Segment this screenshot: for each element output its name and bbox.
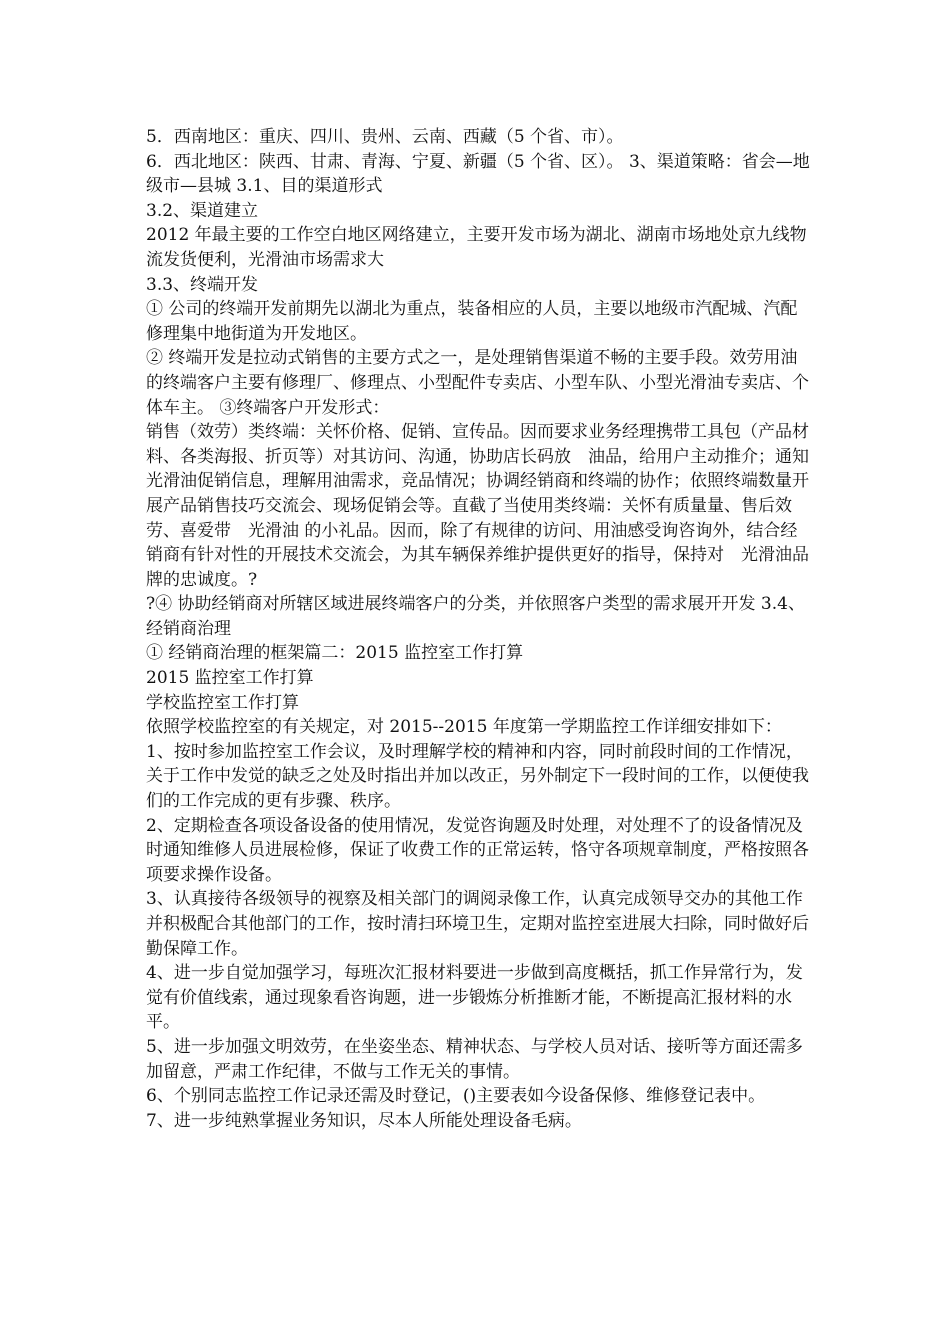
paragraph-sales-terminal: 销售（效劳）类终端：关怀价格、促销、宣传品。因而要求业务经理携带工具包（产品材料、各类海报、折页等）对其访问、沟通，协助店长码放 油品，给用户主动推介；通知 光滑油促销信息，理解用油需求，竞品情况；协调经销商和终端的协作；依照终端数量开展产品销售技巧交流会、现场促销会等。直截了当使用类终端：关怀有质量量、售后效劳、喜爱带 光滑油 的小礼品。因而，除了有规律的访问、用油感受询咨询外，结合经销商有针对性的开展技术交流会，为其车辆保养维护提供更好的指导，保持对 光滑油品牌的忠诚度。? xyxy=(146,422,826,590)
paragraph-northwest-region: 6．西北地区：陕西、甘肃、青海、宁夏、新疆（5 个省、区）。 3、渠道策略：省会—地级市—县城 3.1、目的渠道形式 xyxy=(146,151,810,197)
list-item-5: 5、进一步加强文明效劳，在坐姿坐态、精神状态、与学校人员对话、接听等方面还需多加留意，严肃工作纪律，不做与工作无关的事情。 xyxy=(146,1036,803,1082)
document-body xyxy=(146,125,826,1133)
heading-school-monitoring-plan: 学校监控室工作打算 xyxy=(146,692,299,713)
paragraph-southwest-region: 5．西南地区：重庆、四川、贵州、云南、西藏（5 个省、市）。 xyxy=(146,127,624,147)
list-item-6: 6、个别同志监控工作记录还需及时登记，()主要表如今设备保修、维修登记表中。 xyxy=(146,1086,766,1107)
list-item-4: 4、进一步自觉加强学习，每班次汇报材料要进一步做到高度概括，抓工作异常行为，发觉有价值线索，通过现象看咨询题，进一步锻炼分析推断才能，不断提高汇报材料的水平。 xyxy=(146,963,803,1033)
heading-terminal-development: 3.3、终端开发 xyxy=(146,274,259,295)
list-item-7: 7、进一步纯熟掌握业务知识，尽本人所能处理设备毛病。 xyxy=(146,1110,582,1131)
list-item-3: 3、认真接待各级领导的视察及相关部门的调阅录像工作，认真完成领导交办的其他工作并积极配合其他部门的工作，按时清扫环境卫生，定期对监控室进展大扫除，同时做好后勤保障工作。 xyxy=(146,889,809,959)
list-item-1: 1、按时参加监控室工作会议，及时理解学校的精神和内容，同时前段时间的工作情况，关于工作中发觉的缺乏之处及时指出并加以改正，另外制定下一段时间的工作，以便使我们的工作完成的更有步骤、秩序。 xyxy=(146,741,809,812)
paragraph-terminal-point-2: ② 终端开发是拉动式销售的主要方式之一，是处理销售渠道不畅的主要手段。效劳用油的终端客户主要有修理厂、修理点、小型配件专卖店、小型车队、小型光滑油专卖店、个体车主。 ③终端客户开发形式： xyxy=(146,348,809,418)
paragraph-terminal-point-1: ① 公司的终端开发前期先以湖北为重点，装备相应的人员，主要以地级市汽配城、汽配修理集中地街道为开发地区。 xyxy=(146,299,798,344)
heading-2015-plan: 2015 监控室工作打算 xyxy=(146,668,314,689)
paragraph-terminal-point-4: ?④ 协助经销商对所辖区域进展终端客户的分类，并依照客户类型的需求展开开发 3.4、经销商治理 xyxy=(146,594,805,639)
paragraph-intro: 依照学校监控室的有关规定，对 2015--2015 年度第一学期监控工作详细安排如下： xyxy=(146,717,782,738)
paragraph-2012-network: 2012 年最主要的工作空白地区网络建立，主要开发市场为湖北、湖南市场地处京九线物流发货便利，光滑油市场需求大 xyxy=(146,225,807,270)
list-item-2: 2、定期检查各项设备设备的使用情况，发觉咨询题及时处理，对处理不了的设备情况及时通知维修人员进展检修，保证了收费工作的正常运转，恪守各项规章制度，严格按照各项要求操作设备。 xyxy=(146,815,809,885)
heading-channel-building: 3.2、渠道建立 xyxy=(146,200,259,221)
paragraph-dealer-framework: ① 经销商治理的框架篇二：2015 监控室工作打算 xyxy=(146,643,524,664)
